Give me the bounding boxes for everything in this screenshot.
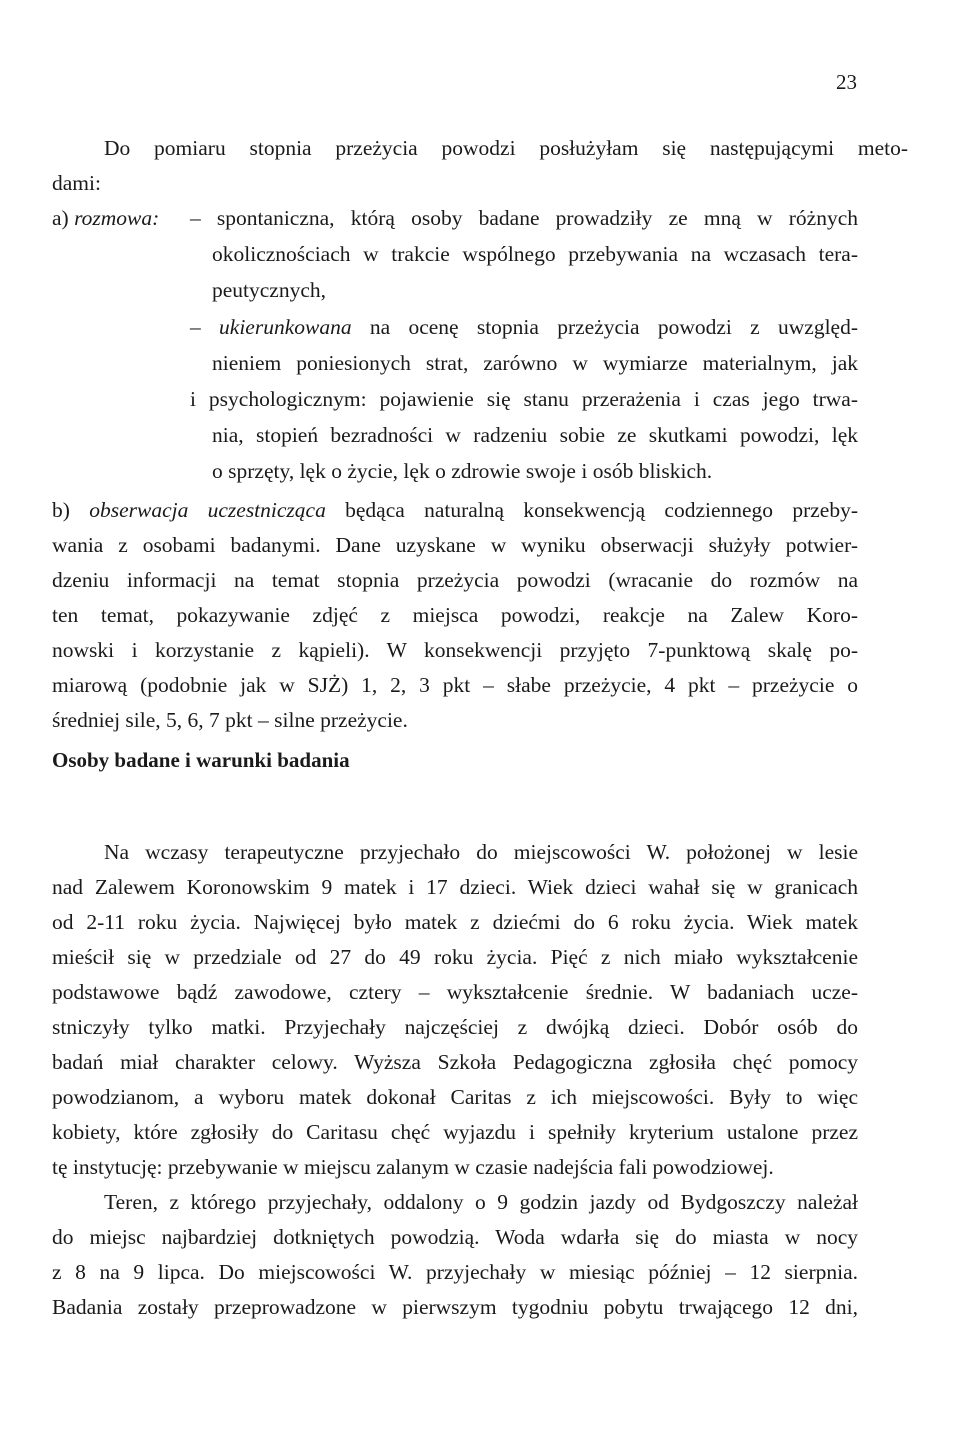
intro-line-1: Do pomiaru stopnia przeżycia powodzi posłużyłam się następującymi meto- xyxy=(104,136,908,160)
method-a-item2-dash: – xyxy=(190,315,220,339)
method-b-line-5: nowski i korzystanie z kąpieli). W konsekwencji przyjęto 7-punktową skalę po- xyxy=(52,638,858,662)
paragraph1-line: badań miał charakter celowy. Wyższa Szkoła Pedagogiczna zgłosiła chęć pomocy xyxy=(52,1050,858,1074)
method-a-term: rozmowa: xyxy=(74,206,160,230)
paragraph1-line: podstawowe bądź zawodowe, cztery – wykształcenie średnie. W badaniach ucze- xyxy=(52,980,858,1004)
method-a-item1-line-2: okolicznościach w trakcie wspólnego przebywania na wczasach tera- xyxy=(212,242,858,266)
method-b-line-1-rest: będąca naturalną konsekwencją codziennego przeby- xyxy=(325,498,858,522)
method-b-line-2: wania z osobami badanymi. Dane uzyskane w wyniku obserwacji służyły potwier- xyxy=(52,533,858,557)
intro-line-2: dami: xyxy=(52,171,101,195)
method-a-letter: a) xyxy=(52,206,75,230)
method-b-line-7: średniej sile, 5, 6, 7 pkt – silne przeżycie. xyxy=(52,708,408,732)
paragraph2-line: Teren, z którego przyjechały, oddalony o 9 godzin jazdy od Bydgoszczy należał xyxy=(104,1190,858,1214)
method-a-item1-line-1: – spontaniczna, którą osoby badane prowadziły ze mną w różnych xyxy=(190,206,858,230)
paragraph1-line: tę instytucję: przebywanie w miejscu zalanym w czasie nadejścia fali powodziowej. xyxy=(52,1155,774,1179)
paragraph1-line: nad Zalewem Koronowskim 9 matek i 17 dzieci. Wiek dzieci wahał się w granicach xyxy=(52,875,858,899)
paragraph2-line: Badania zostały przeprowadzone w pierwszym tygodniu pobytu trwającego 12 dni, xyxy=(52,1295,858,1319)
method-b-line-4: ten temat, pokazywanie zdjęć z miejsca powodzi, reakcje na Zalew Koro- xyxy=(52,603,858,627)
paragraph1-line: od 2-11 roku życia. Najwięcej było matek z dziećmi do 6 roku życia. Wiek matek xyxy=(52,910,858,934)
paragraph2-line: z 8 na 9 lipca. Do miejscowości W. przyjechały w miesiąc później – 12 sierpnia. xyxy=(52,1260,858,1284)
section-heading: Osoby badane i warunki badania xyxy=(52,748,350,772)
method-a-item2-line-4: nia, stopień bezradności w radzeniu sobie ze skutkami powodzi, lęk xyxy=(212,423,858,447)
method-b-letter: b) xyxy=(52,498,90,522)
paragraph1-line: powodzianom, a wyboru matek dokonał Caritas z ich miejscowości. Były to więc xyxy=(52,1085,858,1109)
method-b-line-3: dzeniu informacji na temat stopnia przeżycia powodzi (wracanie do rozmów na xyxy=(52,568,858,592)
page-number: 23 xyxy=(836,70,857,94)
method-a-item2-term: ukierunkowana xyxy=(219,315,352,339)
paragraph2-line: do miejsc najbardziej dotkniętych powodzią. Woda wdarła się do miasta w nocy xyxy=(52,1225,858,1249)
paragraph1-line: stniczyły tylko matki. Przyjechały najczęściej z dwójką dzieci. Dobór osób do xyxy=(52,1015,858,1039)
paragraph1-line: kobiety, które zgłosiły do Caritasu chęć wyjazdu i spełniły kryterium ustalone przez xyxy=(52,1120,858,1144)
method-a-item2-line-2: nieniem poniesionych strat, zarówno w wymiarze materialnym, jak xyxy=(212,351,858,375)
paragraph1-line: mieścił się w przedziale od 27 do 49 roku życia. Pięć z nich miało wykształcenie xyxy=(52,945,858,969)
method-a-item1-line-3: peutycznych, xyxy=(212,278,327,302)
method-b-term: obserwacja uczestnicząca xyxy=(89,498,326,522)
method-a-item2-line-5: o sprzęty, lęk o życie, lęk o zdrowie swoje i osób bliskich. xyxy=(212,459,713,483)
method-a-item2-line-1 xyxy=(190,317,858,339)
method-a-item2-line-1-rest: na ocenę stopnia przeżycia powodzi z uwzględ- xyxy=(351,315,858,339)
method-a-label xyxy=(52,208,159,230)
method-a-item2-line-3: i psychologicznym: pojawienie się stanu przerażenia i czas jego trwa- xyxy=(190,387,858,411)
paragraph1-line: Na wczasy terapeutyczne przyjechało do miejscowości W. położonej w lesie xyxy=(104,840,858,864)
method-b-line-1 xyxy=(52,500,858,522)
method-b-line-6: miarową (podobnie jak w SJŻ) 1, 2, 3 pkt – słabe przeżycie, 4 pkt – przeżycie o xyxy=(52,673,858,697)
